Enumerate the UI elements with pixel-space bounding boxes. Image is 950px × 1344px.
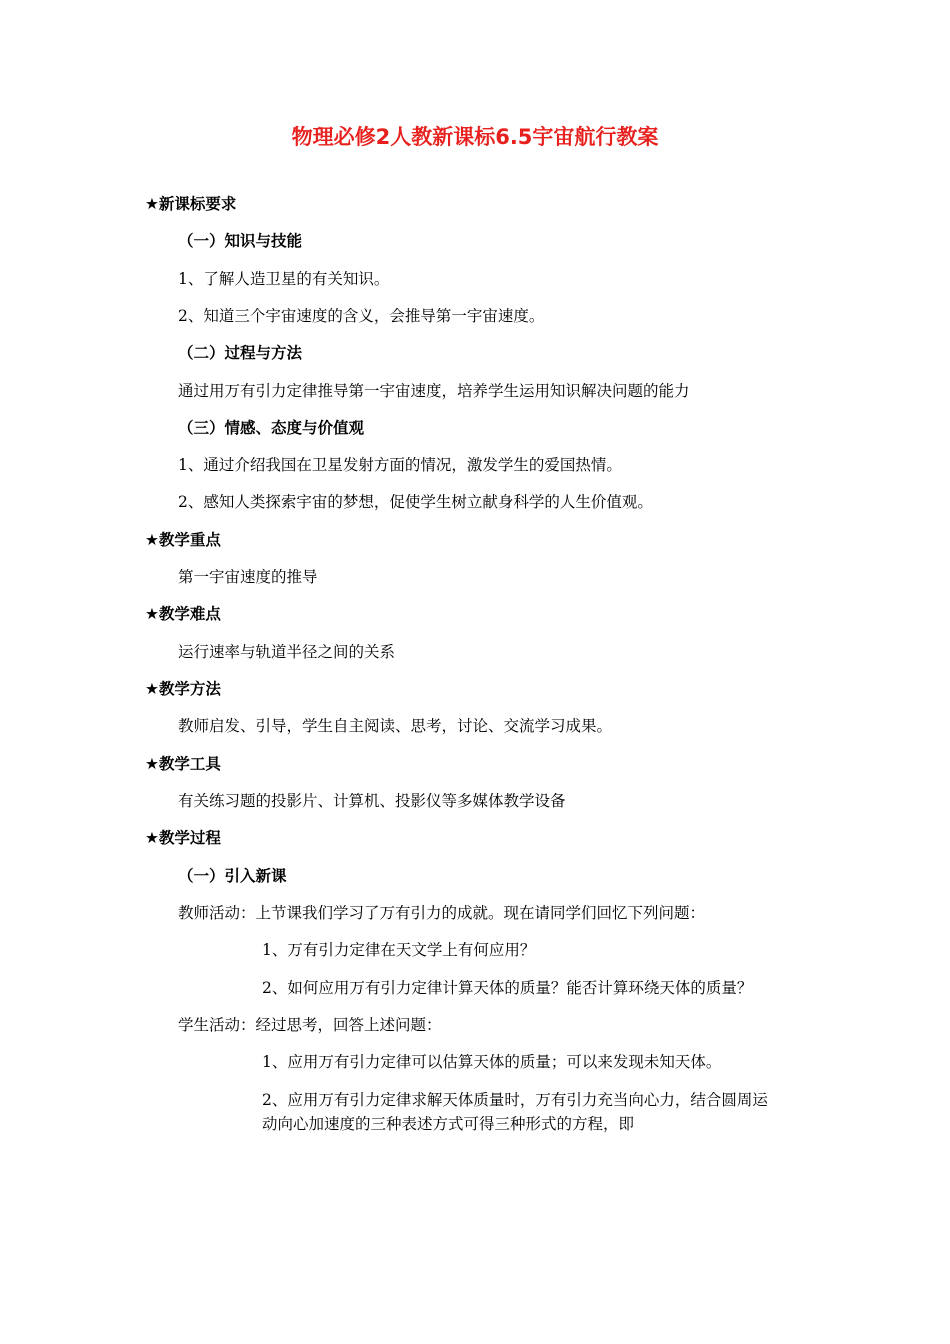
list-item-answer-1: 1、应用万有引力定律可以估算天体的质量；可以来发现未知天体。 [262,1053,722,1071]
paragraph-emotion-2: 2、感知人类探索宇宙的梦想，促使学生树立献身科学的人生价值观。 [178,493,653,511]
paragraph-knowledge-2: 2、知道三个宇宙速度的含义，会推导第一宇宙速度。 [178,307,545,325]
paragraph-student-activity: 学生活动：经过思考，回答上述问题： [178,1016,442,1034]
paragraph-process: 通过用万有引力定律推导第一宇宙速度，培养学生运用知识解决问题的能力 [178,382,690,400]
paragraph-method: 教师启发、引导，学生自主阅读、思考，讨论、交流学习成果。 [178,717,613,735]
list-item-answer-2-line-2: 动向心加速度的三种表述方式可得三种形式的方程，即 [262,1115,635,1133]
list-item-question-2: 2、如何应用万有引力定律计算天体的质量？能否计算环绕天体的质量？ [262,979,753,997]
section-heading-key-point: ★教学重点 [145,531,221,549]
section-heading-tools: ★教学工具 [145,755,221,773]
subheading-process-method: （二）过程与方法 [178,344,303,362]
paragraph-emotion-1: 1、通过介绍我国在卫星发射方面的情况，激发学生的爱国热情。 [178,456,622,474]
paragraph-difficulty: 运行速率与轨道半径之间的关系 [178,643,396,661]
section-heading-procedure: ★教学过程 [145,829,221,847]
section-heading-difficulty: ★教学难点 [145,605,221,623]
section-heading-method: ★教学方法 [145,680,221,698]
subheading-emotion-values: （三）情感、态度与价值观 [178,419,365,437]
document-title: 物理必修2人教新课标6.5宇宙航行教案 [291,125,659,149]
paragraph-key-point: 第一宇宙速度的推导 [178,568,318,586]
section-heading-requirements: ★新课标要求 [145,195,237,213]
paragraph-knowledge-1: 1、了解人造卫星的有关知识。 [178,270,390,288]
subheading-intro: （一）引入新课 [178,867,287,885]
paragraph-tools: 有关练习题的投影片、计算机、投影仪等多媒体教学设备 [178,792,566,810]
list-item-answer-2-line-1: 2、应用万有引力定律求解天体质量时，万有引力充当向心力，结合圆周运 [262,1091,768,1109]
paragraph-teacher-activity: 教师活动：上节课我们学习了万有引力的成就。现在请同学们回忆下列问题： [178,904,706,922]
list-item-question-1: 1、万有引力定律在天文学上有何应用？ [262,941,536,959]
subheading-knowledge-skills: （一）知识与技能 [178,232,303,250]
